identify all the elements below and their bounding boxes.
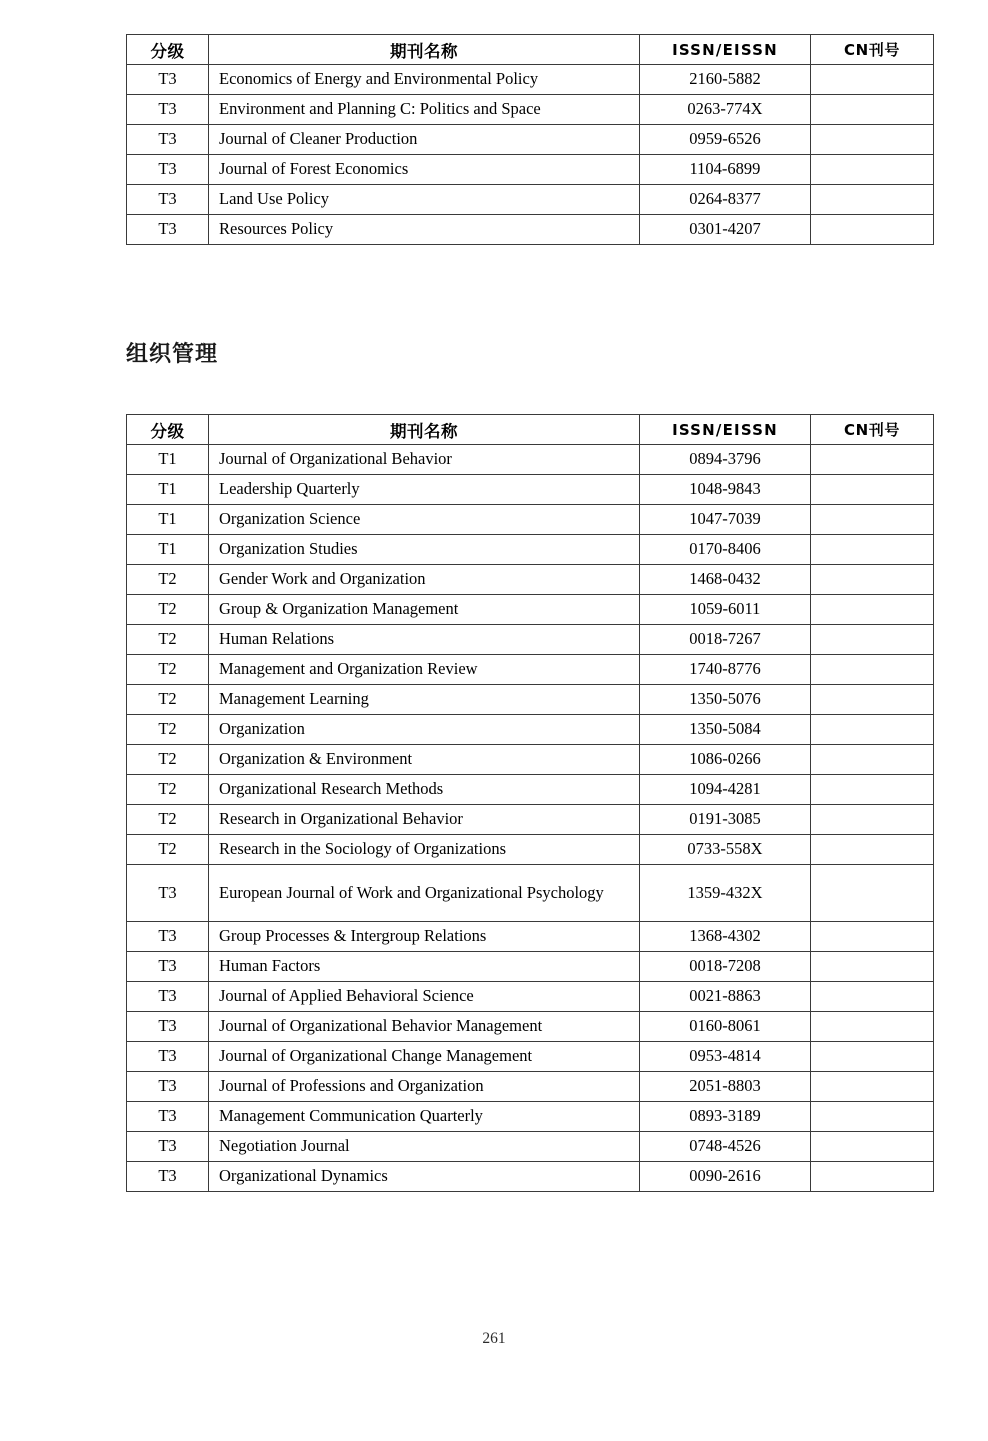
cell-cn-number [811,982,934,1012]
cell-rank: T1 [127,445,209,475]
table-row [127,65,934,95]
table-row [127,685,934,715]
cell-cn-number [811,65,934,95]
table-row [127,475,934,505]
cell-rank: T1 [127,475,209,505]
table-row [127,1042,934,1072]
table-row [127,1012,934,1042]
table-row [127,215,934,245]
cell-cn-number [811,1072,934,1102]
cell-journal-name: Human Relations [209,625,640,655]
section-title: 组织管理 [126,342,219,367]
cell-journal-name: Land Use Policy [209,185,640,215]
cell-rank: T3 [127,1042,209,1072]
cell-rank: T3 [127,65,209,95]
cell-cn-number [811,445,934,475]
table-body-continuation [127,65,934,245]
cell-issn: 1086-0266 [640,745,811,775]
cell-cn-number [811,805,934,835]
journal-table-continuation [126,34,934,245]
cell-issn: 1368-4302 [640,922,811,952]
cell-rank: T2 [127,715,209,745]
column-header-journal-name: 期刊名称 [209,35,640,65]
table-row [127,865,934,922]
cell-rank: T2 [127,565,209,595]
table-row [127,125,934,155]
cell-cn-number [811,155,934,185]
cell-cn-number [811,125,934,155]
table-row [127,952,934,982]
table-row [127,505,934,535]
table-row [127,805,934,835]
cell-journal-name: Human Factors [209,952,640,982]
cell-issn: 0953-4814 [640,1042,811,1072]
table-row [127,535,934,565]
cell-issn: 1094-4281 [640,775,811,805]
cell-rank: T2 [127,805,209,835]
cell-issn: 1468-0432 [640,565,811,595]
cell-journal-name: Journal of Applied Behavioral Science [209,982,640,1012]
cell-rank: T3 [127,1162,209,1192]
column-header-rank: 分级 [127,35,209,65]
cell-issn: 0959-6526 [640,125,811,155]
cell-journal-name: Environment and Planning C: Politics and Space [209,95,640,125]
cell-rank: T2 [127,745,209,775]
table-row [127,95,934,125]
cell-rank: T2 [127,595,209,625]
table-body-organizational-management [127,445,934,1192]
cell-cn-number [811,1132,934,1162]
cell-rank: T1 [127,535,209,565]
cell-rank: T3 [127,1072,209,1102]
cell-journal-name: Negotiation Journal [209,1132,640,1162]
cell-rank: T3 [127,215,209,245]
table-row [127,185,934,215]
cell-rank: T3 [127,982,209,1012]
cell-cn-number [811,625,934,655]
column-header-issn: ISSN/EISSN [640,35,811,65]
cell-issn: 1059-6011 [640,595,811,625]
cell-cn-number [811,775,934,805]
cell-journal-name: Group & Organization Management [209,595,640,625]
cell-cn-number [811,1012,934,1042]
cell-issn: 0170-8406 [640,535,811,565]
cell-issn: 0018-7267 [640,625,811,655]
cell-journal-name: Research in the Sociology of Organizations [209,835,640,865]
cell-journal-name: European Journal of Work and Organizational Psychology [209,865,640,922]
cell-cn-number [811,715,934,745]
cell-journal-name: Research in Organizational Behavior [209,805,640,835]
table-row [127,595,934,625]
page-number: 261 [482,1330,506,1347]
cell-cn-number [811,865,934,922]
column-header-cn-number: CN刊号 [811,415,934,445]
cell-journal-name: Resources Policy [209,215,640,245]
cell-rank: T3 [127,952,209,982]
cell-rank: T2 [127,685,209,715]
cell-cn-number [811,1042,934,1072]
cell-issn: 1350-5076 [640,685,811,715]
cell-cn-number [811,215,934,245]
cell-issn: 1047-7039 [640,505,811,535]
cell-journal-name: Management Communication Quarterly [209,1102,640,1132]
cell-rank: T3 [127,125,209,155]
cell-cn-number [811,505,934,535]
cell-journal-name: Management and Organization Review [209,655,640,685]
cell-journal-name: Organization & Environment [209,745,640,775]
table-row [127,625,934,655]
cell-issn: 1350-5084 [640,715,811,745]
cell-journal-name: Group Processes & Intergroup Relations [209,922,640,952]
cell-journal-name: Organizational Research Methods [209,775,640,805]
cell-rank: T3 [127,865,209,922]
table-row [127,835,934,865]
cell-rank: T2 [127,625,209,655]
cell-cn-number [811,685,934,715]
table-header-row [127,35,934,65]
cell-issn: 0264-8377 [640,185,811,215]
cell-issn: 0018-7208 [640,952,811,982]
column-header-journal-name: 期刊名称 [209,415,640,445]
table-row [127,1162,934,1192]
cell-issn: 1740-8776 [640,655,811,685]
column-header-cn-number: CN刊号 [811,35,934,65]
table-header-row [127,415,934,445]
cell-rank: T3 [127,95,209,125]
table-row [127,565,934,595]
table-header [127,415,934,445]
cell-rank: T3 [127,185,209,215]
table-row [127,715,934,745]
column-header-issn: ISSN/EISSN [640,415,811,445]
cell-issn: 2160-5882 [640,65,811,95]
cell-journal-name: Journal of Organizational Behavior Management [209,1012,640,1042]
cell-rank: T3 [127,1102,209,1132]
cell-cn-number [811,95,934,125]
cell-issn: 0748-4526 [640,1132,811,1162]
cell-journal-name: Organization Science [209,505,640,535]
cell-rank: T3 [127,1132,209,1162]
cell-cn-number [811,1162,934,1192]
cell-cn-number [811,1102,934,1132]
table-row [127,1072,934,1102]
cell-journal-name: Organization [209,715,640,745]
cell-rank: T2 [127,775,209,805]
cell-journal-name: Management Learning [209,685,640,715]
cell-journal-name: Economics of Energy and Environmental Policy [209,65,640,95]
cell-issn: 0160-8061 [640,1012,811,1042]
table-header [127,35,934,65]
cell-journal-name: Journal of Cleaner Production [209,125,640,155]
cell-rank: T3 [127,155,209,185]
cell-cn-number [811,922,934,952]
cell-rank: T3 [127,1012,209,1042]
table-row [127,445,934,475]
cell-journal-name: Leadership Quarterly [209,475,640,505]
cell-cn-number [811,745,934,775]
cell-issn: 0090-2616 [640,1162,811,1192]
table-row [127,1132,934,1162]
cell-issn: 2051-8803 [640,1072,811,1102]
cell-issn: 1104-6899 [640,155,811,185]
cell-cn-number [811,595,934,625]
cell-journal-name: Journal of Professions and Organization [209,1072,640,1102]
table-row [127,745,934,775]
table-row [127,982,934,1012]
cell-cn-number [811,655,934,685]
cell-journal-name: Journal of Organizational Change Management [209,1042,640,1072]
table-row [127,1102,934,1132]
cell-issn: 1359-432X [640,865,811,922]
cell-cn-number [811,952,934,982]
cell-issn: 0733-558X [640,835,811,865]
cell-issn: 1048-9843 [640,475,811,505]
column-header-rank: 分级 [127,415,209,445]
cell-issn: 0191-3085 [640,805,811,835]
table-row [127,155,934,185]
cell-issn: 0894-3796 [640,445,811,475]
cell-issn: 0301-4207 [640,215,811,245]
cell-rank: T1 [127,505,209,535]
cell-journal-name: Journal of Organizational Behavior [209,445,640,475]
journal-table-organizational-management [126,414,934,1192]
cell-cn-number [811,565,934,595]
cell-cn-number [811,475,934,505]
cell-journal-name: Organization Studies [209,535,640,565]
cell-issn: 0893-3189 [640,1102,811,1132]
cell-cn-number [811,535,934,565]
cell-journal-name: Journal of Forest Economics [209,155,640,185]
cell-issn: 0021-8863 [640,982,811,1012]
table-row [127,775,934,805]
table-row [127,922,934,952]
cell-journal-name: Organizational Dynamics [209,1162,640,1192]
cell-rank: T2 [127,655,209,685]
cell-cn-number [811,835,934,865]
cell-rank: T2 [127,835,209,865]
cell-rank: T3 [127,922,209,952]
cell-journal-name: Gender Work and Organization [209,565,640,595]
cell-cn-number [811,185,934,215]
table-row [127,655,934,685]
cell-issn: 0263-774X [640,95,811,125]
